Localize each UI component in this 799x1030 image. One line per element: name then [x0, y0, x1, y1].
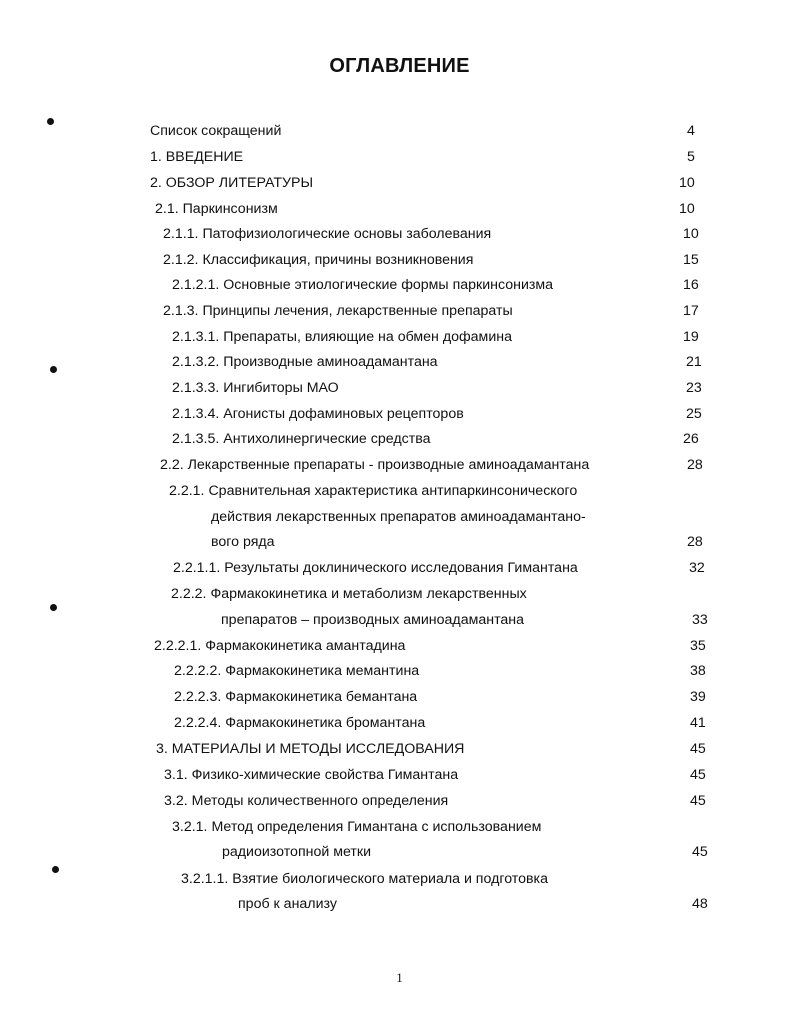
toc-page-number: 15	[683, 252, 699, 268]
toc-entry: 2.2.2.2. Фармакокинетика мемантина	[174, 663, 420, 679]
toc-entry: препаратов – производных аминоадамантана	[221, 612, 525, 628]
toc-entry: 2.1. Паркинсонизм	[155, 201, 278, 217]
margin-dot	[47, 118, 54, 125]
toc-page-number: 41	[690, 715, 706, 731]
toc-page-number: 48	[692, 896, 708, 912]
toc-entry: 2.1.3.3. Ингибиторы МАО	[172, 380, 339, 396]
toc-entry: 2.2.1. Сравнительная характеристика антипаркинсонического	[169, 483, 578, 499]
toc-entry: 3.2.1. Метод определения Гимантана с использованием	[172, 819, 542, 835]
toc-page-number: 28	[687, 534, 703, 550]
toc-entry: 2.2.2.4. Фармакокинетика бромантана	[174, 715, 426, 731]
toc-page-number: 23	[686, 380, 702, 396]
toc-page-number: 21	[686, 354, 702, 370]
toc-page-number: 35	[690, 638, 706, 654]
page-title: ОГЛАВЛЕНИЕ	[329, 55, 470, 77]
toc-page-number: 28	[687, 457, 703, 473]
toc-entry: 2.1.3.1. Препараты, влияющие на обмен дофамина	[172, 329, 512, 345]
toc-page-number: 33	[692, 612, 708, 628]
toc-page-number: 4	[687, 123, 695, 139]
margin-dot	[50, 604, 57, 611]
toc-entry: 3.2. Методы количественного определения	[164, 793, 449, 809]
toc-entry: действия лекарственных препаратов аминоадамантано-	[211, 509, 586, 525]
toc-entry: 2. ОБЗОР ЛИТЕРАТУРЫ	[150, 175, 314, 191]
toc-entry: 2.2.1.1. Результаты доклинического исследования Гимантана	[173, 560, 578, 576]
toc-entry: 2.2.2.1. Фармакокинетика амантадина	[154, 638, 406, 654]
toc-page-number: 26	[683, 431, 699, 447]
page-number-footer: 1	[396, 970, 403, 985]
toc-page-number: 25	[686, 406, 702, 422]
toc-page-number: 19	[683, 329, 699, 345]
margin-dot	[52, 866, 59, 873]
toc-entry: 1. ВВЕДЕНИЕ	[150, 149, 244, 165]
margin-dot	[50, 366, 57, 373]
toc-page-number: 45	[690, 793, 706, 809]
toc-entry: 3. МАТЕРИАЛЫ И МЕТОДЫ ИССЛЕДОВАНИЯ	[156, 741, 465, 757]
toc-page-number: 5	[687, 149, 695, 165]
toc-entry: 2.1.2.1. Основные этиологические формы паркинсонизма	[172, 277, 554, 293]
toc-entry: 2.1.3. Принципы лечения, лекарственные препараты	[163, 303, 513, 319]
toc-entry: 2.1.3.4. Агонисты дофаминовых рецепторов	[172, 406, 464, 422]
toc-page-number: 45	[692, 844, 708, 860]
toc-entry: вого ряда	[211, 534, 275, 550]
toc-page-number: 16	[683, 277, 699, 293]
toc-entry: проб к анализу	[238, 896, 337, 912]
toc-page-number: 32	[689, 560, 705, 576]
toc-entry: 2.1.3.5. Антихолинергические средства	[172, 431, 431, 447]
toc-entry: радиоизотопной метки	[222, 844, 372, 860]
toc-entry: 3.1. Физико-химические свойства Гимантана	[164, 767, 459, 783]
toc-entry: 2.1.1. Патофизиологические основы заболевания	[163, 226, 492, 242]
toc-page-number: 45	[690, 767, 706, 783]
toc-entry: 2.2. Лекарственные препараты - производные аминоадамантана	[160, 457, 590, 473]
toc-page-number: 10	[679, 175, 695, 191]
toc-page-number: 10	[683, 226, 699, 242]
toc-entry: Список сокращений	[150, 123, 282, 139]
toc-page-number: 17	[683, 303, 699, 319]
toc-entry: 2.1.3.2. Производные аминоадамантана	[172, 354, 438, 370]
toc-page-number: 39	[690, 689, 706, 705]
toc-entry: 2.2.2. Фармакокинетика и метаболизм лекарственных	[171, 586, 527, 602]
toc-entry: 2.1.2. Классификация, причины возникновения	[163, 252, 474, 268]
toc-page-number: 45	[690, 741, 706, 757]
toc-entry: 2.2.2.3. Фармакокинетика бемантана	[174, 689, 418, 705]
toc-entry: 3.2.1.1. Взятие биологического материала и подготовка	[181, 871, 548, 887]
toc-page-number: 10	[679, 201, 695, 217]
toc-page-number: 38	[690, 663, 706, 679]
